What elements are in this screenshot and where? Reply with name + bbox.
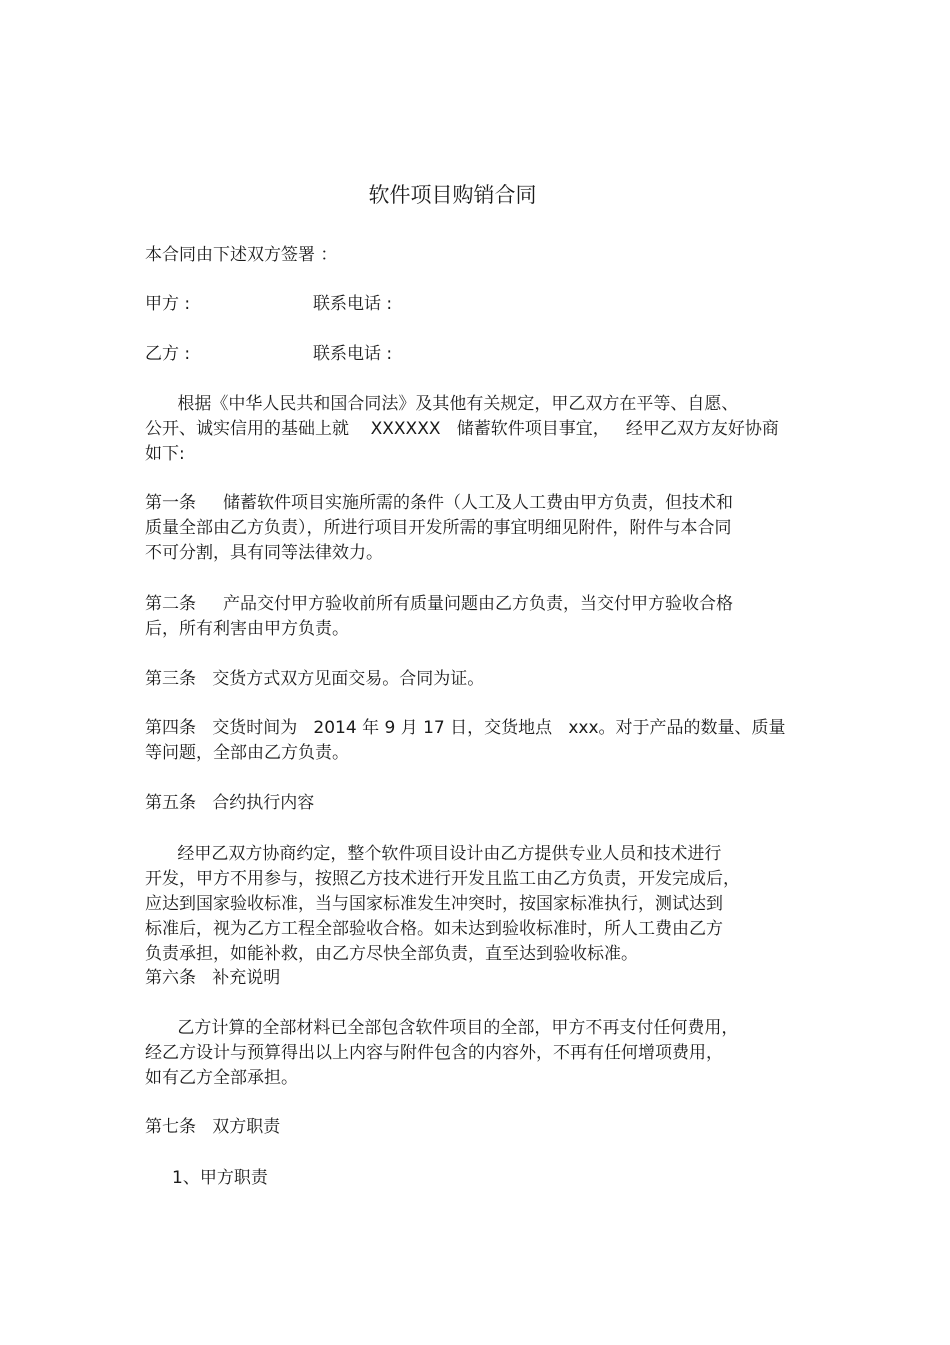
article-1 [145,491,805,566]
article-5-line: 经甲乙双方协商约定，整个软件项目设计由乙方提供专业人员和技术进行 [145,844,722,864]
article-6-line: 乙方计算的全部材料已全部包含软件项目的全部，甲方不再支付任何费用， [145,1018,739,1038]
party-b-phone-label: 联系电话 : [313,344,393,364]
article-2-line: 第二条 产品交付甲方验收前所有质量问题由乙方负责，当交付甲方验收合格 [145,594,734,614]
article-1-line: 不可分割，具有同等法律效力。 [145,543,383,563]
article-4-line: 第四条 交货时间为 2014 年 9 月 17 日，交货地点 xxx。对于产品的数量、质量 [145,718,786,738]
article-6-line: 如有乙方全部承担。 [145,1068,298,1088]
preamble-line: 如下: [145,444,185,464]
document-title: 软件项目购销合同 [368,183,537,207]
article-5-line: 应达到国家验收标准，当与国家标准发生冲突时，按国家标准执行，测试达到 [145,894,723,914]
article-6-heading: 第六条 补充说明 [145,968,281,988]
article-2-line: 后，所有利害由甲方负责。 [145,619,349,639]
article-2 [145,592,805,642]
preamble-paragraph [145,392,805,467]
preamble-line: 根据《中华人民共和国合同法》及其他有关规定，甲乙双方在平等、自愿、 [145,394,739,414]
preamble-line: 公开、诚实信用的基础上就 XXXXXX 储蓄软件项目事宜， 经甲乙双方友好协商 [145,419,779,439]
article-7-heading: 第七条 双方职责 [145,1117,281,1137]
article-7-item-1: 1、甲方职责 [172,1168,268,1188]
article-6-line: 经乙方设计与预算得出以上内容与附件包含的内容外，不再有任何增项费用， [145,1043,723,1063]
article-5-line: 负责承担，如能补救，由乙方尽快全部负责，直至达到验收标准。 [145,944,638,964]
article-5-body [145,842,805,967]
party-a-phone-label: 联系电话 : [313,294,393,314]
article-1-line: 第一条 储蓄软件项目实施所需的条件（人工及人工费由甲方负责，但技术和 [145,493,734,513]
article-6-body [145,1016,805,1091]
article-1-line: 质量全部由乙方负责），所进行项目开发所需的事宜明细见附件，附件与本合同 [145,518,732,538]
party-a-label: 甲方 : [145,294,191,314]
article-4 [145,716,805,766]
article-5-heading: 第五条 合约执行内容 [145,793,315,813]
article-5-line: 开发，甲方不用参与，按照乙方技术进行开发且监工由乙方负责，开发完成后， [145,869,740,889]
article-3: 第三条 交货方式双方见面交易。合同为证。 [145,669,485,689]
article-4-line: 等问题，全部由乙方负责。 [145,743,349,763]
party-b-label: 乙方 : [145,344,191,364]
intro-line: 本合同由下述双方签署 ： [145,245,338,265]
article-5-line: 标准后，视为乙方工程全部验收合格。如未达到验收标准时，所人工费由乙方 [145,919,723,939]
